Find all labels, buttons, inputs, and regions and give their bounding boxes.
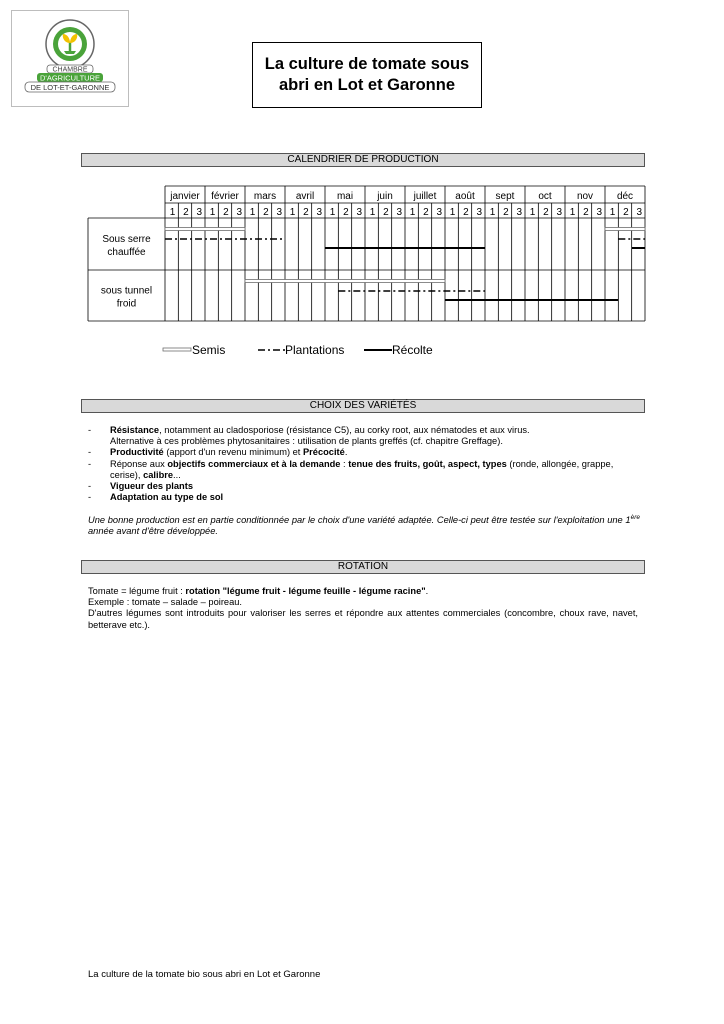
logo-text-line2: D'AGRICULTURE (39, 73, 101, 83)
month-label: juin (377, 191, 393, 202)
title-line-1: La culture de tomate sous (264, 55, 470, 73)
decade-label: 3 (596, 207, 602, 218)
varietes-note (88, 515, 640, 537)
item-reponse-bold-2: tenue des fruits, goût, aspect, types (348, 458, 507, 469)
decade-label: 3 (236, 207, 242, 218)
bullet-dash: - (88, 458, 92, 469)
decade-label: 1 (489, 207, 496, 218)
logo-text-line3: DE LOT-ET-GARONNE (30, 83, 110, 92)
section-heading-calendrier: CALENDRIER DE PRODUCTION (81, 153, 645, 167)
item-reponse-text-b: : (340, 458, 349, 469)
month-label: déc (616, 191, 634, 202)
decade-label: 2 (583, 207, 589, 218)
month-label: mars (253, 191, 277, 202)
list-item (88, 447, 648, 458)
list-item (88, 492, 648, 503)
bullet-dash: - (88, 481, 92, 492)
decade-label: 1 (609, 207, 616, 218)
rotation-line-1-end: . (425, 586, 429, 596)
item-resistance-alt: Alternative à ces problèmes phytosanitaires : utilisation de plants greffés (cf. chapitre Greffage). (110, 436, 503, 447)
legend-semis-swatch (163, 348, 191, 351)
list-item (88, 459, 648, 481)
semis-bar (605, 228, 645, 231)
item-reponse-text-c: (ronde, allongée, grappe, (506, 458, 614, 469)
item-resistance-bold: Résistance (110, 425, 160, 435)
month-label: février (211, 191, 239, 202)
decade-label: 1 (449, 207, 456, 218)
row-label-line2: chauffée (107, 247, 146, 258)
section-heading-rotation: ROTATION (81, 560, 645, 574)
note-superscript: ère (630, 513, 640, 521)
item-productivite-end: . (344, 447, 348, 458)
decade-label: 2 (503, 207, 509, 218)
decade-label: 1 (569, 207, 576, 218)
rotation-line-1-bold: rotation "légume fruit - légume feuille - légume racine" (185, 586, 426, 596)
bullet-dash: - (88, 492, 92, 503)
decade-label: 2 (423, 207, 429, 218)
legend-recolte-label: Récolte (392, 343, 433, 357)
decade-label: 1 (329, 207, 336, 218)
item-precocite-bold: Précocité (302, 447, 345, 458)
decade-label: 1 (409, 207, 416, 218)
month-label: oct (538, 191, 552, 202)
rotation-line-1 (88, 586, 638, 597)
decade-label: 2 (263, 207, 269, 218)
item-reponse-text-a: Réponse aux (110, 458, 168, 469)
month-label: janvier (170, 191, 200, 202)
item-reponse-text-d: cerise), (110, 469, 144, 480)
month-label: mai (336, 191, 354, 202)
decade-label: 3 (556, 207, 562, 218)
month-label: juillet (413, 191, 437, 202)
decade-label: 1 (249, 207, 256, 218)
decade-label: 2 (463, 207, 469, 218)
decade-label: 2 (383, 207, 389, 218)
decade-label: 3 (516, 207, 522, 218)
row-label-line1: sous tunnel (100, 285, 153, 297)
decade-label: 1 (169, 207, 176, 218)
decade-label: 2 (623, 207, 629, 218)
decade-label: 3 (276, 207, 282, 218)
list-item (88, 425, 648, 447)
title-line-2: abri en Lot et Garonne (278, 76, 456, 94)
month-label: sept (495, 191, 515, 202)
item-productivite-bold: Productivité (110, 447, 164, 458)
decade-label: 2 (543, 207, 549, 218)
decade-label: 1 (529, 207, 536, 218)
decade-label: 3 (356, 207, 362, 218)
item-productivite-text: (apport d'un revenu minimum) et (163, 447, 303, 458)
rotation-line-2: Exemple : tomate – salade – poireau. (88, 597, 243, 608)
item-reponse-bold-3: calibre (143, 469, 174, 480)
decade-label: 3 (196, 207, 202, 218)
item-resistance-text: , notamment au cladosporiose (résistance C5), au corky root, aux nématodes et aux virus. (159, 425, 530, 435)
rotation-text (88, 586, 638, 631)
decade-label: 3 (316, 207, 322, 218)
decade-label: 1 (369, 207, 376, 218)
varietes-list (88, 425, 648, 503)
row-label-line1: Sous serre (102, 234, 151, 245)
rotation-line-1-a: Tomate = légume fruit : (88, 586, 186, 596)
row-label-line2: froid (116, 298, 137, 310)
rotation-line-3: D'autres légumes sont introduits pour valoriser les serres et répondre aux attentes commerciales (concombre, choux rave, navet, betterave etc.). (88, 608, 638, 630)
section-heading-varietes: CHOIX DES VARIÉTÉS (81, 399, 645, 413)
semis-bar (245, 280, 445, 283)
item-reponse-bold-1: objectifs commerciaux et à la demande (167, 458, 341, 469)
note-text-b: année avant d'être développée. (88, 526, 218, 537)
item-adaptation-bold: Adaptation au type de sol (110, 492, 224, 503)
item-reponse-text-e: ... (173, 469, 181, 480)
decade-label: 3 (476, 207, 482, 218)
decade-label: 2 (343, 207, 349, 218)
note-text-a: Une bonne production est en partie conditionnée par le choix d'une variété adaptée. Celle-ci peut être testée sur l'exploitation une 1 (88, 515, 631, 525)
month-label: nov (576, 191, 594, 202)
decade-label: 2 (303, 207, 309, 218)
decade-label: 2 (183, 207, 189, 218)
legend-semis-label: Semis (192, 343, 226, 357)
bullet-dash: - (88, 447, 92, 458)
month-label: août (455, 191, 475, 202)
semis-bar (165, 228, 245, 231)
page-footer: La culture de la tomate bio sous abri en Lot et Garonne (88, 969, 321, 980)
item-vigueur-bold: Vigueur des plants (110, 481, 194, 492)
decade-label: 1 (289, 207, 296, 218)
production-calendar (0, 0, 724, 370)
bullet-dash: - (88, 425, 92, 435)
decade-label: 1 (209, 207, 216, 218)
decade-label: 3 (396, 207, 402, 218)
decade-label: 3 (436, 207, 442, 218)
decade-label: 2 (223, 207, 229, 218)
legend-plantations-label: Plantations (285, 343, 345, 357)
decade-label: 3 (636, 207, 642, 218)
month-label: avril (295, 191, 315, 202)
logo-text-line1: CHAMBRE (52, 66, 88, 74)
list-item (88, 481, 648, 492)
